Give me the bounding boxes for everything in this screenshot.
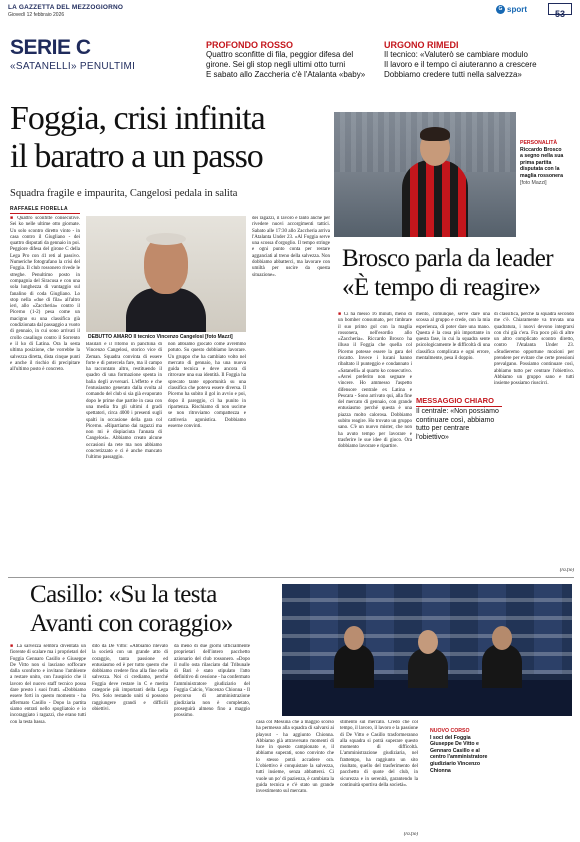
teaser-profondo-rosso (206, 40, 376, 81)
article2-signature: (ra.fio) (559, 568, 574, 573)
article-text: non abbiamo giocato come avremmo potuto. Su questo dobbiamo lavorare. Un gruppo che ha cambiato volto nel mercato di gennaio, ha una nuova guida tecnica e deve ancora di ritrovare una sua identità. Il Foggia ha sprecato tante opportunità su una classifica che poteva essere diversa. Il Picerno ha subito il gol in avvio e poi, dopo il pareggio, ci ha punito in ripartenza. Rischiamo di non uscirne se non ritroviamo compattezza e cattiveria agonistica. Dobbiamo esserne convinti. (168, 342, 246, 429)
article-text: mento, comunque, serve dare una scossa al gruppo e crede, con la mia esperienza, di poter dare una mano. Questa è la cosa più importante in questa fase, in cui la squadra sente psicologicamente le difficoltà di una classifica complicata e ogni errore, mentalmente, pesa il doppio. (416, 312, 490, 362)
section-badge (496, 4, 527, 15)
masthead (8, 3, 572, 35)
brosco-photo (334, 112, 516, 237)
article1-col1 (10, 216, 80, 568)
headline-line: Foggia, crisi infinita (10, 100, 265, 137)
section-logo-icon: G (496, 5, 505, 14)
caption-text: I soci del Foggia Giuseppe De Vitto e Gennaro Casillo e al centro l'amministratore giudiziario Vincenzo Chionna (430, 734, 488, 774)
teaser-urgono-rimedi (384, 40, 574, 81)
press-conference-photo (282, 584, 572, 716)
caption-text: a segno nella sua prima partita disputata con la maglia rossonera (520, 153, 564, 179)
person-center (408, 648, 448, 688)
article-text: La salvezza sembra diventata un fiorente di scalare ma i proprietari del Foggia Gennaro Casillo e Giuseppe De Vitto non si lasciano soffocare dalla sconforto e invitano l'ambiente a restare unito, con l'auspicio che il lavoro del nuovo staff tecnico possa dare presto i suoi frutti. «Dobbiamo essere forti in questo momento - ha affermato Casillo - Dopo la partita siamo entrati nello spogliatoio e io incoraggiato i ragazzi, che erano tutti con la testa bassa. (10, 644, 86, 725)
article-text: stimento sul mercato. Credo che col tempo, il lavoro, il lavoro e la passione di De Vitto e Casillo trasformeranno alla squadra si potrà superare questo momento di difficoltà. L'amministrazione giudiziaria, nel frattempo, ha raggiunto un sito risultato, quello del trasferimento del pacchetto di quote del club, in sicurezza e in serenità, garantendo la continuità sportiva della società». (340, 720, 418, 788)
pull-quote-rule (416, 406, 502, 407)
issue-date: Giovedì 12 febbraio 2026 (8, 12, 65, 18)
pull-quote (416, 396, 502, 442)
article3-col5 (340, 720, 418, 832)
caption-name: Riccardo Brosco (520, 146, 562, 153)
article1-col4 (252, 216, 330, 568)
pull-quote-title: MESSAGGIO CHIARO (416, 396, 494, 405)
article-text: dei ragazzi, il lavoro è tanto anche per rivedere nuovi accorgimenti tattici. Sabato alle 17:30 allo Zaccheria arriva l'Atalanta Under 23. «Al Foggia serve una scossa d'orgoglio. Il tempo stringe e ogni punto conta per restare agganciati al treno della salvezza. Non dobbiamo abbatterci, ma lavorare con umiltà per uscire da questa situazione». (252, 216, 330, 278)
teaser-line: girone. Sei gli stop negli ultimi otto turni (206, 60, 346, 70)
headline-deck: Squadra fragile e impaurita, Cangelosi pedala in salita (10, 188, 238, 199)
article2-col1 (338, 312, 412, 568)
headline-line: Avanti con coraggio» (30, 610, 233, 637)
headline-line: il baratro a un passo (10, 138, 263, 175)
pull-quote-text: Il centrale: «Non possiamo continuare così, abbiamo tutto per centrare l'obiettivo» (416, 408, 499, 441)
player-body (402, 160, 468, 237)
headline-brosco (342, 244, 574, 302)
teaser-line: Dobbiamo credere tutti nella salvezza» (384, 70, 522, 80)
teaser-title: PROFONDO ROSSO (206, 40, 294, 50)
section-divider (8, 577, 574, 578)
cangelosi-photo (86, 216, 246, 332)
article-text: da meno di due giorni ufficialmente proprietari dell'intero pacchetto azionario del club rossonero. «Dopo il nullo osta rilasciato dal Tribunale di Bari è stato stipulato l'atto definitivo di cessione - ha confermato l'amministratore giudiziario del Foggia Calcio, Vincenzo Chionna - Il percorso di amministrazione giudiziaria non è completato, proseguirà almeno fino a maggio prossimo. (174, 644, 250, 719)
headline-line: Brosco parla da leader (342, 245, 553, 272)
photo-caption-nuovo-corso (430, 728, 530, 774)
coach-hair (146, 233, 186, 245)
article3-col2 (92, 644, 168, 840)
cangelosi-caption: DEBUTTO AMARO Il tecnico Vincenzo Cangelosi [foto Mazzi] (88, 334, 233, 340)
main-headline (10, 100, 330, 176)
paper-name: LA GAZZETTA DEL MEZZOGIORNO (8, 4, 124, 11)
teaser-line: Quattro sconfitte di fila, peggior difesa del (206, 50, 354, 59)
player-hair (420, 127, 450, 141)
coach-body (126, 288, 206, 332)
headline-line: «È tempo di reagire» (342, 274, 541, 301)
person-left-head (344, 626, 364, 650)
byline: RAFFAELE FIORELLA (10, 206, 68, 212)
article-text: Quattro sconfitte consecutive. Sei ko nelle ultime otto giornate. Un solo scontro diretto vinto - in casa contro il Giugliano - dei quattro disputati da gennaio in poi. Peggiore difesa del girone C della Lega Pro con 41 reti al passivo. Numeriche fotografano la crisi del Foggia. Il club rossonero rivede le streghe. Penultimo posto in compagnia del Siracusa e con una sola lunghezza di vantaggio sul fanalino di coda Giugliano. Lo stop nella «due di fila» all'altro ieri, allo «Zaccheria» contro il Picerno (1-2) pesa come un macigno su una classifica già condizionata dal passaggio a vuoto di gennaio, in cui sono arrivati il crollo casalingo contro il Sorrento e il ko di Latina. Ora la sesta ultima posizione, che vorrebbe la salvezza diretta, dista cinque punti e anche il rischio di precipitare all'ultimo posto è concreto. (10, 216, 80, 373)
byline-rule (10, 213, 80, 214)
article-text: di classifica, perché la squadra secondo me c'è. Chiaramente va trovata una quadratura, i nuovi devono integrarsi con chi già c'era. Fra poco più di altre un altro complicato scontro diretto, contro l'Atalanta Under 23. «Studieremo opportune mozioni per prendere per evitare che certe pressioni prevalgano. Possiamo continuare così, abbiamo tutto per centrare l'obiettivo. Abbiamo un gruppo sano e tutti insieme possiamo riuscirci. (494, 312, 574, 387)
teaser-line: E sabato allo Zaccheria c'è l'Atalanta «baby» (206, 70, 366, 80)
photo-caption-brosco (520, 140, 572, 186)
headline-casillo (30, 580, 280, 638)
article2-col2 (494, 312, 574, 568)
article-text: Ci ha messo 16 minuti, meno di un bomber consumato, per timbrare il suo primo gol con la maglia rossonera, nell'esordio allo «Zaccheria». Riccardo Brosco ha illuso il Foggia che quella col Picerno potesse essere la gara del riscatto. Invece i lucani hanno ribaltato il punteggio e condannato i «Satanelli» al quarto ko consecutivo. «Avrei preferito non segnare e vincere. Ho ammesso l'aspetto difensore centrale ex Latina e Pescara - Sono arrivato qui, alla fine del mercato di gennaio, con grande entusiasmo perché questa è una piazza molto calorosa. Dobbiamo subito reagire. Ho trovato un gruppo sano. C'è un nuovo mister, che non ha avuto tempo per lavorare e trasferire le sue idee di gioco. Ora dobbiamo lavorare e ripartire. (338, 312, 412, 450)
article-text: casa col Messina che a maggio scorso ha permesso alla squadra di salvarsi ai playout - ha aggiunto Chionna. Abbiamo già attraversato momenti di luce in questo campionato e, il abbiamo superati, sono convinto che lo stesso potrà accadere ora. L'obiettivo è conquistare la salvezza, tutti insieme, senza abbattersi. Ci vuole un po' di pazienza, è cambiata la guida tecnica e c'è stato un grande investimento sul mercato. (256, 720, 334, 795)
article-text: Basilari e il ritorno in panchina di Vincenzo Cangelosi, storico vice di Zeman. Squadra convinta di essere forte e di potercela fare, ma il campo ha raccontato altro, restituendo il quadro di una formazione spenta in balia degli avversari. L'effetto e che l'entusiasmo generato dalla svolta al comando del club si sia già evaporato dopo le prime due partite in casa con una media fra gli ultimi 4 gradi spettatori, circa 4000 i presenti sugli spalti in occasione della gara col Picerno. «Ripartiamo dai ragazzi ma non mi è dispiaciuta l'annata di Cangelosi». Abbiamo creato alcune occasioni da rete ma non abbiamo concretizzato e ci è anche mancato l'ultimo passaggio. (86, 342, 162, 461)
person-right-head (492, 626, 512, 650)
caption-label: NUOVO CORSO (430, 728, 470, 734)
article1-col2 (86, 342, 162, 568)
person-left (334, 644, 374, 688)
section-name: sport (507, 5, 527, 14)
kicker-title: SERIE C (10, 36, 91, 59)
kicker-subtitle: «SATANELLI» PENULTIMI (10, 61, 136, 72)
article3-col1 (10, 644, 86, 840)
article-text: dito da De Vitto: «Abbiamo rilevato la società con un grande atto di coraggio, tanta passione ed entusiasmo ed è per tutto questo che dobbiamo credere fino alla fine nella salvezza. Noi ci crediamo, perché Foggia deve restare in C e merita categorie più importanti della Lega Pro. Solo restando uniti si possono raggiungere grandi e difficili obiettivi. (92, 644, 168, 712)
teaser-line: Il tecnico: «Valuterò se cambiare modulo (384, 50, 528, 59)
teaser-line: Il lavoro e il tempo ci aiuteranno a crescere (384, 60, 537, 70)
article1-col3 (168, 342, 246, 568)
article3-col3 (174, 644, 250, 840)
caption-label: PERSONALITÀ (520, 140, 558, 146)
bullet-icon: ■ (338, 312, 344, 317)
bullet-icon: ■ (10, 644, 17, 649)
person-center-head (418, 630, 438, 654)
headline-line: Casillo: «Su la testa (30, 581, 217, 608)
article3-signature: (ra.fio) (403, 832, 418, 837)
person-right (482, 644, 522, 688)
article3-col4 (256, 720, 334, 840)
bullet-icon: ■ (10, 216, 18, 221)
article2-col1b (416, 312, 490, 392)
page-number: 53 (554, 9, 565, 19)
caption-credit: [foto Mazzi] (520, 179, 547, 186)
page-number-box (548, 3, 572, 19)
teaser-title: URGONO RIMEDI (384, 40, 459, 50)
section-kicker (10, 36, 200, 72)
